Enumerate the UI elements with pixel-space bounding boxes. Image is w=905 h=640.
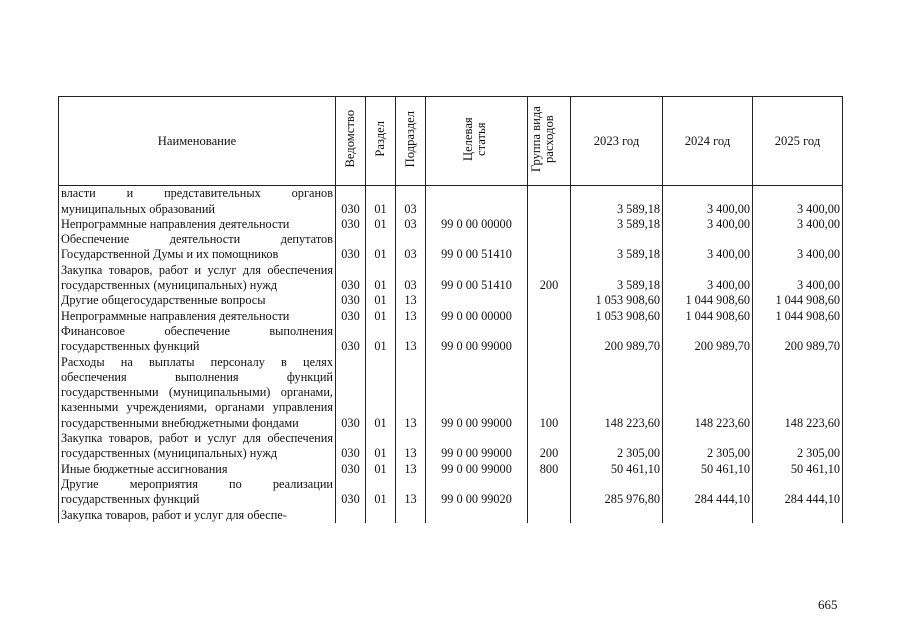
row-gruppa-vida-rashodov: 200 <box>528 431 571 462</box>
row-name: Закупка товаров, работ и услуг для обеспе- <box>59 508 336 523</box>
table-row <box>59 508 843 523</box>
row-podrazdel: 13 <box>396 431 426 462</box>
table-row <box>59 477 843 508</box>
row-vedomstvo: 030 <box>336 355 366 431</box>
row-celevaya-statya <box>426 186 528 217</box>
row-2025: 3 400,00 <box>753 217 843 232</box>
row-gruppa-vida-rashodov <box>528 477 571 508</box>
row-2025: 2 305,00 <box>753 431 843 462</box>
row-name: Непрограммные направления деятельности <box>59 217 336 232</box>
table-row <box>59 324 843 355</box>
row-2023: 1 053 908,60 <box>571 293 663 308</box>
row-name: Финансовое обеспечение выполнения государственных функций <box>59 324 336 355</box>
row-2025: 1 044 908,60 <box>753 293 843 308</box>
row-gruppa-vida-rashodov <box>528 293 571 308</box>
row-vedomstvo: 030 <box>336 293 366 308</box>
row-vedomstvo: 030 <box>336 477 366 508</box>
row-razdel: 01 <box>366 462 396 477</box>
table-row <box>59 186 843 217</box>
header-gruppa-vida-rashodov: Группа вида расходов <box>528 97 571 186</box>
row-celevaya-statya: 99 0 00 99000 <box>426 431 528 462</box>
row-2024 <box>663 508 753 523</box>
row-2023 <box>571 508 663 523</box>
row-2025: 3 400,00 <box>753 186 843 217</box>
header-2023: 2023 год <box>571 97 663 186</box>
row-podrazdel: 03 <box>396 217 426 232</box>
header-celevaya-statya: Целевая статья <box>426 97 528 186</box>
row-celevaya-statya: 99 0 00 51410 <box>426 263 528 294</box>
table-row <box>59 293 843 308</box>
row-podrazdel: 13 <box>396 355 426 431</box>
row-2024: 1 044 908,60 <box>663 293 753 308</box>
row-2024: 2 305,00 <box>663 431 753 462</box>
row-2024: 200 989,70 <box>663 324 753 355</box>
budget-table <box>58 96 843 523</box>
row-vedomstvo: 030 <box>336 309 366 324</box>
row-vedomstvo: 030 <box>336 324 366 355</box>
row-2023: 200 989,70 <box>571 324 663 355</box>
table-row <box>59 355 843 431</box>
header-2024: 2024 год <box>663 97 753 186</box>
row-celevaya-statya: 99 0 00 99000 <box>426 462 528 477</box>
row-name: Закупка товаров, работ и услуг для обеспечения государственных (муниципальных) нужд <box>59 263 336 294</box>
row-2024: 3 400,00 <box>663 263 753 294</box>
row-gruppa-vida-rashodov <box>528 217 571 232</box>
page-number: 665 <box>818 597 838 612</box>
row-podrazdel: 13 <box>396 309 426 324</box>
row-2024: 3 400,00 <box>663 186 753 217</box>
header-razdel: Раздел <box>366 97 396 186</box>
table-row <box>59 232 843 263</box>
row-celevaya-statya: 99 0 00 99020 <box>426 477 528 508</box>
row-2024: 3 400,00 <box>663 232 753 263</box>
table-row <box>59 431 843 462</box>
row-2023: 2 305,00 <box>571 431 663 462</box>
row-celevaya-statya: 99 0 00 00000 <box>426 309 528 324</box>
row-podrazdel <box>396 508 426 523</box>
row-razdel: 01 <box>366 217 396 232</box>
row-vedomstvo: 030 <box>336 431 366 462</box>
row-name: Закупка товаров, работ и услуг для обеспечения государственных (муниципальных) нужд <box>59 431 336 462</box>
row-gruppa-vida-rashodov <box>528 232 571 263</box>
row-gruppa-vida-rashodov <box>528 186 571 217</box>
row-vedomstvo: 030 <box>336 232 366 263</box>
row-podrazdel: 13 <box>396 324 426 355</box>
table-header-row <box>59 97 843 186</box>
row-name: Иные бюджетные ассигнования <box>59 462 336 477</box>
header-2025: 2025 год <box>753 97 843 186</box>
row-2025: 3 400,00 <box>753 232 843 263</box>
row-name: власти и представительных органов муниципальных образований <box>59 186 336 217</box>
row-celevaya-statya: 99 0 00 99000 <box>426 324 528 355</box>
row-vedomstvo: 030 <box>336 217 366 232</box>
row-2023: 1 053 908,60 <box>571 309 663 324</box>
row-celevaya-statya <box>426 508 528 523</box>
row-2025: 1 044 908,60 <box>753 309 843 324</box>
row-razdel: 01 <box>366 263 396 294</box>
row-podrazdel: 03 <box>396 263 426 294</box>
row-2023: 3 589,18 <box>571 217 663 232</box>
row-razdel: 01 <box>366 431 396 462</box>
row-2023: 285 976,80 <box>571 477 663 508</box>
row-2025 <box>753 508 843 523</box>
row-celevaya-statya: 99 0 00 00000 <box>426 217 528 232</box>
row-vedomstvo <box>336 508 366 523</box>
row-2025: 50 461,10 <box>753 462 843 477</box>
row-vedomstvo: 030 <box>336 462 366 477</box>
row-2023: 3 589,18 <box>571 232 663 263</box>
row-2025: 284 444,10 <box>753 477 843 508</box>
row-2025: 3 400,00 <box>753 263 843 294</box>
row-podrazdel: 13 <box>396 477 426 508</box>
row-gruppa-vida-rashodov <box>528 508 571 523</box>
row-celevaya-statya <box>426 293 528 308</box>
row-gruppa-vida-rashodov: 800 <box>528 462 571 477</box>
row-razdel: 01 <box>366 186 396 217</box>
header-podrazdel: Подраздел <box>396 97 426 186</box>
row-2024: 284 444,10 <box>663 477 753 508</box>
row-name: Непрограммные направления деятельности <box>59 309 336 324</box>
row-2023: 3 589,18 <box>571 263 663 294</box>
row-razdel: 01 <box>366 293 396 308</box>
table-row <box>59 462 843 477</box>
table-row <box>59 263 843 294</box>
row-2024: 1 044 908,60 <box>663 309 753 324</box>
row-razdel <box>366 508 396 523</box>
row-razdel: 01 <box>366 309 396 324</box>
row-podrazdel: 13 <box>396 293 426 308</box>
row-2023: 50 461,10 <box>571 462 663 477</box>
row-razdel: 01 <box>366 232 396 263</box>
row-2024: 3 400,00 <box>663 217 753 232</box>
row-celevaya-statya: 99 0 00 51410 <box>426 232 528 263</box>
row-2025: 200 989,70 <box>753 324 843 355</box>
row-podrazdel: 03 <box>396 232 426 263</box>
row-vedomstvo: 030 <box>336 186 366 217</box>
row-razdel: 01 <box>366 477 396 508</box>
row-name: Обеспечение деятельности депутатов Государственной Думы и их помощников <box>59 232 336 263</box>
row-2025: 148 223,60 <box>753 355 843 431</box>
row-gruppa-vida-rashodov: 100 <box>528 355 571 431</box>
row-2024: 50 461,10 <box>663 462 753 477</box>
table-row <box>59 309 843 324</box>
row-gruppa-vida-rashodov <box>528 309 571 324</box>
row-name: Другие общегосударственные вопросы <box>59 293 336 308</box>
row-razdel: 01 <box>366 355 396 431</box>
row-2024: 148 223,60 <box>663 355 753 431</box>
row-gruppa-vida-rashodov: 200 <box>528 263 571 294</box>
row-gruppa-vida-rashodov <box>528 324 571 355</box>
row-name: Расходы на выплаты персоналу в целях обеспечения выполнения функций государственными (муниципальными) органами, казенными учреждениями, органами управления государственными внебюджетными фондами <box>59 355 336 431</box>
row-2023: 3 589,18 <box>571 186 663 217</box>
row-name: Другие мероприятия по реализации государственных функций <box>59 477 336 508</box>
row-celevaya-statya: 99 0 00 99000 <box>426 355 528 431</box>
row-2023: 148 223,60 <box>571 355 663 431</box>
row-podrazdel: 13 <box>396 462 426 477</box>
row-podrazdel: 03 <box>396 186 426 217</box>
header-vedomstvo: Ведомство <box>336 97 366 186</box>
row-razdel: 01 <box>366 324 396 355</box>
header-name: Наименование <box>59 97 336 186</box>
row-vedomstvo: 030 <box>336 263 366 294</box>
table-row <box>59 217 843 232</box>
